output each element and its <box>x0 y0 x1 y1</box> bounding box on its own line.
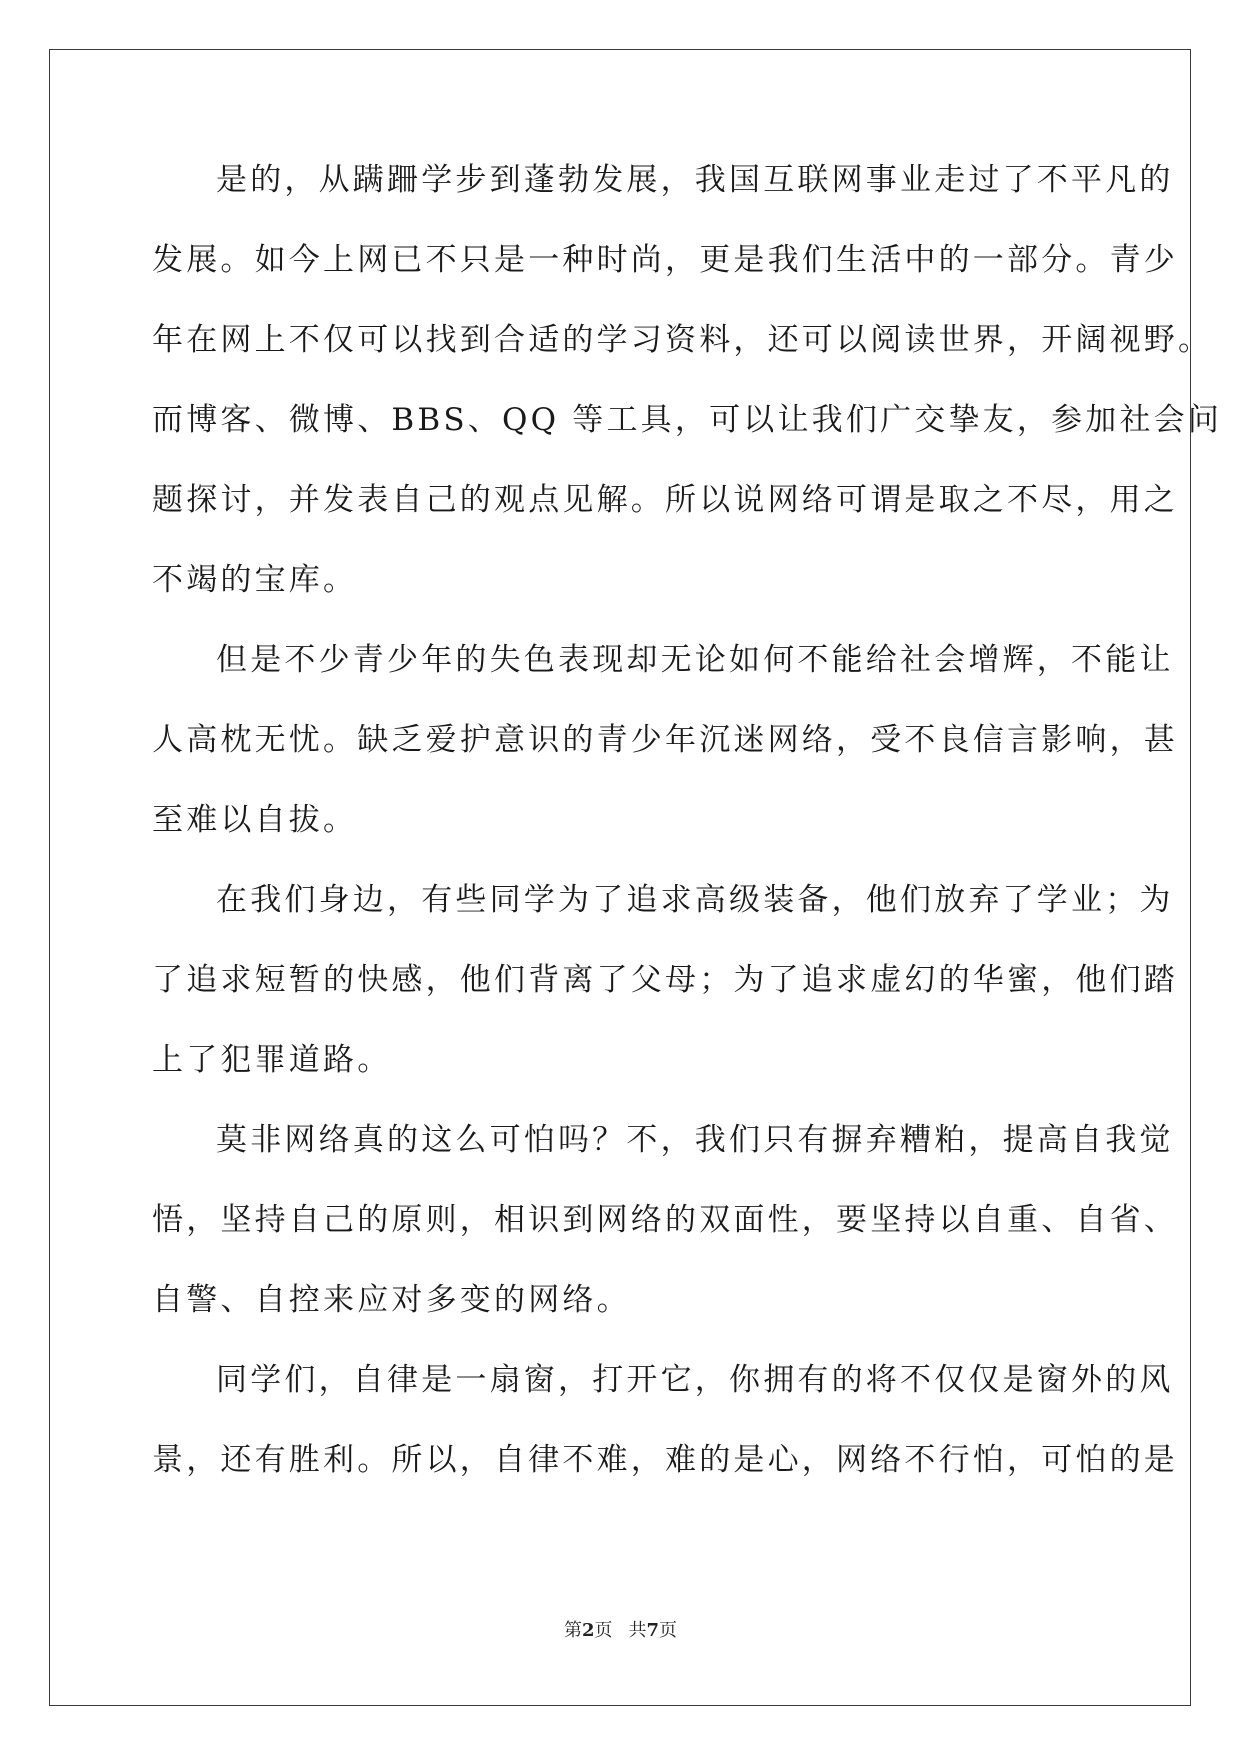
text-line: 发展。如今上网已不只是一种时尚，更是我们生活中的一部分。青少 <box>152 242 1178 278</box>
text-line: 至难以自拔。 <box>152 802 358 838</box>
text-line: 悟，坚持自己的原则，相识到网络的双面性，要坚持以自重、自省、 <box>152 1202 1178 1238</box>
document-body <box>152 161 1223 1521</box>
text-line: 不竭的宝库。 <box>152 562 358 598</box>
text-line: 上了犯罪道路。 <box>152 1042 392 1078</box>
page-footer <box>0 1616 1241 1642</box>
text-line: 人高枕无忧。缺乏爱护意识的青少年沉迷网络，受不良信言影响，甚 <box>152 722 1178 758</box>
text-line: 莫非网络真的这么可怕吗？不，我们只有摒弃糟粕，提高自我觉 <box>216 1122 1174 1158</box>
text-line: 同学们，自律是一扇窗，打开它，你拥有的将不仅仅是窗外的风 <box>216 1362 1174 1398</box>
text-line: 了追求短暂的快感，他们背离了父母；为了追求虚幻的华蜜，他们踏 <box>152 962 1178 998</box>
page-number-label: 第2页 <box>563 1620 613 1641</box>
text-line: 年在网上不仅可以找到合适的学习资料，还可以阅读世界，开阔视野。 <box>152 322 1213 358</box>
text-line: 景，还有胜利。所以，自律不难，难的是心，网络不行怕，可怕的是 <box>152 1442 1178 1478</box>
text-line: 自警、自控来应对多变的网络。 <box>152 1282 631 1318</box>
text-line: 但是不少青少年的失色表现却无论如何不能给社会增辉，不能让 <box>216 642 1174 678</box>
text-line: 题探讨，并发表自己的观点见解。所以说网络可谓是取之不尽，用之 <box>152 482 1178 518</box>
total-pages-label: 共7页 <box>628 1620 678 1641</box>
text-line: 在我们身边，有些同学为了追求高级装备，他们放弃了学业；为 <box>216 882 1174 918</box>
text-line: 是的，从蹒跚学步到蓬勃发展，我国互联网事业走过了不平凡的 <box>216 162 1174 198</box>
text-line: 而博客、微博、BBS、QQ 等工具，可以让我们广交挚友，参加社会问 <box>152 402 1223 438</box>
